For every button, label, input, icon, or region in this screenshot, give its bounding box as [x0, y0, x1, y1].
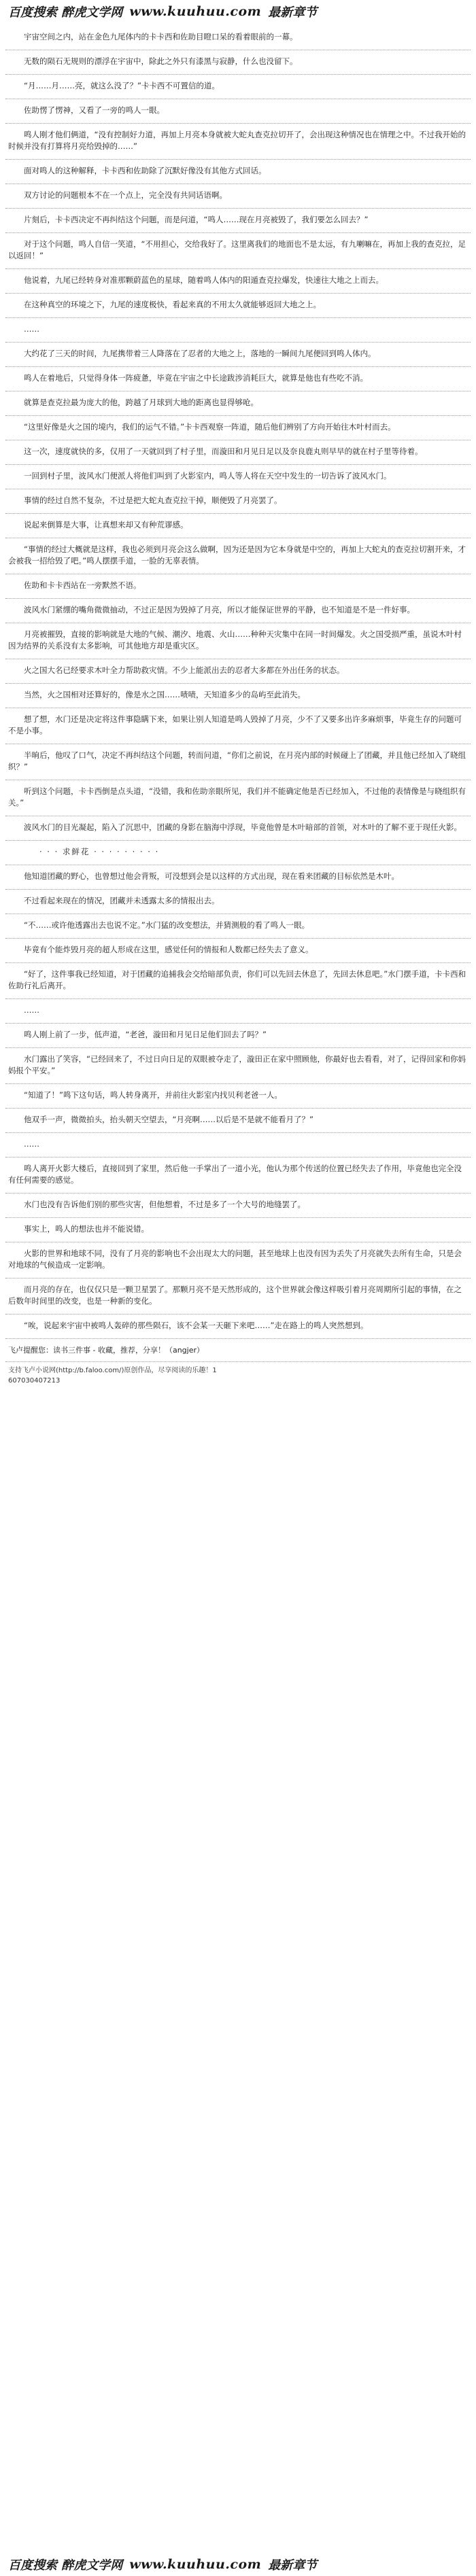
chapter-paragraph: 片刻后，卡卡西决定不再纠结这个问题，而是问道，“鸣人……现在月亮被毁了，我们要怎么回去？” — [5, 209, 471, 233]
chapter-paragraph: 半晌后，他叹了口气，决定不再纠结这个问题，转而问道，“你们之前说，在月亮内部的时候碰上了团藏，并且他已经加入了晓组织？” — [5, 744, 471, 780]
chapter-paragraph: 大约花了三天的时间，九尾携带着三人降落在了忍者的大地之上，落地的一瞬间九尾便回到鸣人体内。 — [5, 343, 471, 367]
chapter-paragraph: 宇宙空间之内，站在金色九尾体内的卡卡西和佐助目瞪口呆的看着眼前的一幕。 — [5, 26, 471, 50]
chapter-paragraph: 说起来倒算是大事，让真想来却又有种荒谬感。 — [5, 514, 471, 538]
chapter-paragraph: “事情的经过大概就是这样，我也必须到月亮会这么做啊，因为还是因为它本身就是中空的，再加上大蛇丸的查克拉切割开来，才会被我一招给毁了吧。”鸣人摆摆手道，一脸的无辜表情。 — [5, 538, 471, 574]
chapter-content — [0, 23, 476, 1386]
chapter-paragraph: 不过看起来现在的情况，团藏并未透露太多的情报出去。 — [5, 890, 471, 914]
chapter-paragraph: 佐助和卡卡西站在一旁默然不语。 — [5, 574, 471, 599]
chapter-paragraph: 他说着，九尾已经转身对准那颗蔚蓝色的星球，随着鸣人体内的阳遁查克拉爆发，快速往大地之上而去。 — [5, 269, 471, 294]
chapter-paragraph: 波风水门紧绷的嘴角微微抽动，不过正是因为毁掉了月亮，所以才能保证世界的平静，也不知道是不是一件好事。 — [5, 599, 471, 623]
chapter-paragraph: “月……月……亮，就这么没了？”卡卡西不可置信的道。 — [5, 75, 471, 99]
chapter-paragraph: 想了想，水门还是决定将这件事隐瞒下来，如果让别人知道是鸣人毁掉了月亮，少不了又要多出许多麻烦事，毕竟生存的问题可不是小事。 — [5, 708, 471, 744]
chapter-paragraph: 在这种真空的环境之下，九尾的速度极快，看起来真的不用太久就能够返回大地之上。 — [5, 294, 471, 318]
chapter-paragraph: “好了，这件事我已经知道，对于团藏的追捕我会交给暗部负责，你们可以先回去休息了，先回去休息吧。”水门摆手道，卡卡西和佐助行礼后离开。 — [5, 963, 471, 999]
chapter-paragraph: …… — [5, 318, 471, 343]
chapter-paragraph: 无数的陨石无规则的漂浮在宇宙中，除此之外只有漆黑与寂静，什么也没留下。 — [5, 50, 471, 75]
chapter-paragraph: “知道了！”鸣下这句话，鸣人转身离开，并前往火影室内找贝利老爸一人。 — [5, 1084, 471, 1109]
chapter-paragraph: 鸣人离开火影大楼后，直接回到了家里，然后他一手掌出了一道小光，他认为那个传送的位置已经失去了作用，毕竟他也完全没有任何需要的感觉。 — [5, 1158, 471, 1194]
chapter-paragraph: 火影的世界和地球不同，没有了月亮的影响也不会出现太大的问题，甚至地球上也没有因为丢失了月亮就失去所有生命，只是会对地球的气候造成一定影响。 — [5, 1242, 471, 1278]
banner-latest-chapter-link[interactable]: 最新章节 — [268, 5, 318, 20]
banner-latest-chapter-link[interactable]: 最新章节 — [268, 2558, 318, 2573]
chapter-paragraph: …… — [5, 1133, 471, 1158]
chapter-paragraph: 鸣人刚才他们俩道，“没有控制好力道，再加上月亮本身就被大蛇丸查克拉切开了，会出现这种情况也在情理之中。不过我开始的时候并没有打算将月亮给毁掉的……” — [5, 124, 471, 160]
chapter-paragraph: 鸣人在着地后，只觉得身体一阵疲惫，毕竟在宇宙之中长途跋涉消耗巨大，就算是他也有些吃不消。 — [5, 367, 471, 391]
chapter-paragraph: 事情的经过自然不复杂，不过是把大蛇丸查克拉干掉，顺便毁了月亮罢了。 — [5, 489, 471, 514]
banner-site-name: 百度搜索 醉虎文学网 — [8, 5, 123, 20]
footer-support-link[interactable]: 支持飞卢小说网(http://b.faloo.com/)原创作品，尽享阅读的乐趣！1 — [8, 1367, 217, 1374]
chapter-paragraph: 佐助愣了愣神，又看了一旁的鸣人一眼。 — [5, 99, 471, 124]
chapter-paragraph: “这里好像是火之国的境内，我们的运气不错。”卡卡西观察一阵道，随后他们辨别了方向开始往木叶村而去。 — [5, 416, 471, 440]
chapter-paragraph: 毕竟有个能炸毁月亮的超人形成在这里，感觉任何的情报和人数都已经失去了意义。 — [5, 939, 471, 963]
chapter-paragraph: 听到这个问题，卡卡西倒是点头道，“没错，我和佐助亲眼所见，我们并不能确定他是否已经加入，不过他的表情像是与晓组织有关。” — [5, 780, 471, 816]
chapter-paragraph: 一回到村子里，波风水门便派人将他们叫到了火影室内，鸣人等人将在天空中发生的一切告诉了波风水门。 — [5, 465, 471, 489]
chapter-paragraph: 事实上，鸣人的想法也并不能说错。 — [5, 1218, 471, 1242]
chapter-paragraph: 这一次，速度就快的多，仅用了一天就回到了村子里，而漩田和月见日足以及奈良鹿丸则早早的就在村子里等待着。 — [5, 440, 471, 465]
chapter-paragraph: 鸣人刚上前了一步，低声道，“老爸，漩田和月见日足他们回去了吗？” — [5, 1024, 471, 1048]
chapter-paragraph: “唉，说起来宇宙中被鸣人轰碎的那些陨石，该不会某一天砸下来吧……”走在路上的鸣人突然想到。 — [5, 1315, 471, 1339]
chapter-paragraph: 火之国大名已经要求木叶全力帮助救灾情。不少上能派出去的忍者大多都在外出任务的状态。 — [5, 659, 471, 684]
chapter-paragraph: 他知道团藏的野心，也曾想过他会背叛，可没想到会是以这样的方式出现，现在看来团藏的目标依然是木叶。 — [5, 865, 471, 890]
book-code: 607030407213 — [8, 1377, 61, 1385]
chapter-paragraph: 月亮被摧毁，直接的影响就是大地的气候、潮汐、地震、火山……种种天灾集中在同一时间爆发。火之国受损严重，虽说木叶村因为结界的关系没有太多影响，可其他地方却是重灾区。 — [5, 623, 471, 659]
chapter-paragraph: …… — [5, 999, 471, 1024]
chapter-paragraph: “不……或许他透露出去也说不定。”水门猛的改变想法，并猜测般的看了鸣人一眼。 — [5, 914, 471, 939]
bottom-banner — [0, 2553, 476, 2576]
chapter-paragraph: 而月亮的存在，也仅仅只是一颗卫星罢了。那颗月亮不是天然形成的，这个世界就会像这样吸引着月亮周期所引起的事情，在之后数年时间里的改变，也是一种新的变化。 — [5, 1278, 471, 1315]
top-banner — [0, 0, 476, 23]
footer-reminder: 飞卢提醒您：读书三件事 - 收藏，推荐，分享！（angjer） — [5, 1339, 471, 1362]
chapter-paragraph: · · · 求鲜花 · · · · · · · · · — [5, 841, 471, 865]
chapter-paragraph: 双方讨论的问题根本不在一个点上，完全没有共同话语啊。 — [5, 184, 471, 209]
banner-url-link[interactable]: www.kuuhuu.com — [129, 2557, 262, 2572]
chapter-paragraph: 就算是查克拉最为庞大的他，跨越了月球到大地的距离也显得够呛。 — [5, 391, 471, 416]
chapter-paragraph: 他双手一声，微微拍头，抬头朝天空望去，“月亮啊……以后是不是就不能看月了？” — [5, 1109, 471, 1133]
chapter-paragraph: 对于这个问题，鸣人自信一笑道，“不用担心，交给我好了。这里离我们的地面也不是太远，有九喇嘛在，再加上我的查克拉，足以返回！” — [5, 233, 471, 269]
chapter-paragraph: 面对鸣人的这种解释，卡卡西和佐助除了沉默好像没有其他方式回话。 — [5, 160, 471, 184]
chapter-paragraph: 波风水门的目光凝起，陷入了沉思中，团藏的身影在脑海中浮现，毕竟他曾是木叶暗部的首领，对木叶的了解不亚于现任火影。 — [5, 816, 471, 841]
chapter-paragraph: 水门露出了笑容，“已经回来了，不过日向日足的双眼被夺走了，漩田正在家中照顾他，你最好也去看看，对了，记得回家和你妈妈报个平安。” — [5, 1048, 471, 1084]
banner-site-name: 百度搜索 醉虎文学网 — [8, 2558, 123, 2573]
chapter-paragraph: 当然，火之国相对还算好的，像是水之国……啧啧，天知道多少的岛屿至此消失。 — [5, 684, 471, 708]
banner-url-link[interactable]: www.kuuhuu.com — [129, 4, 262, 19]
chapter-paragraph: 水门也没有告诉他们别的那些灾害，但他想着，不过是多了一个大号的地缝罢了。 — [5, 1194, 471, 1218]
